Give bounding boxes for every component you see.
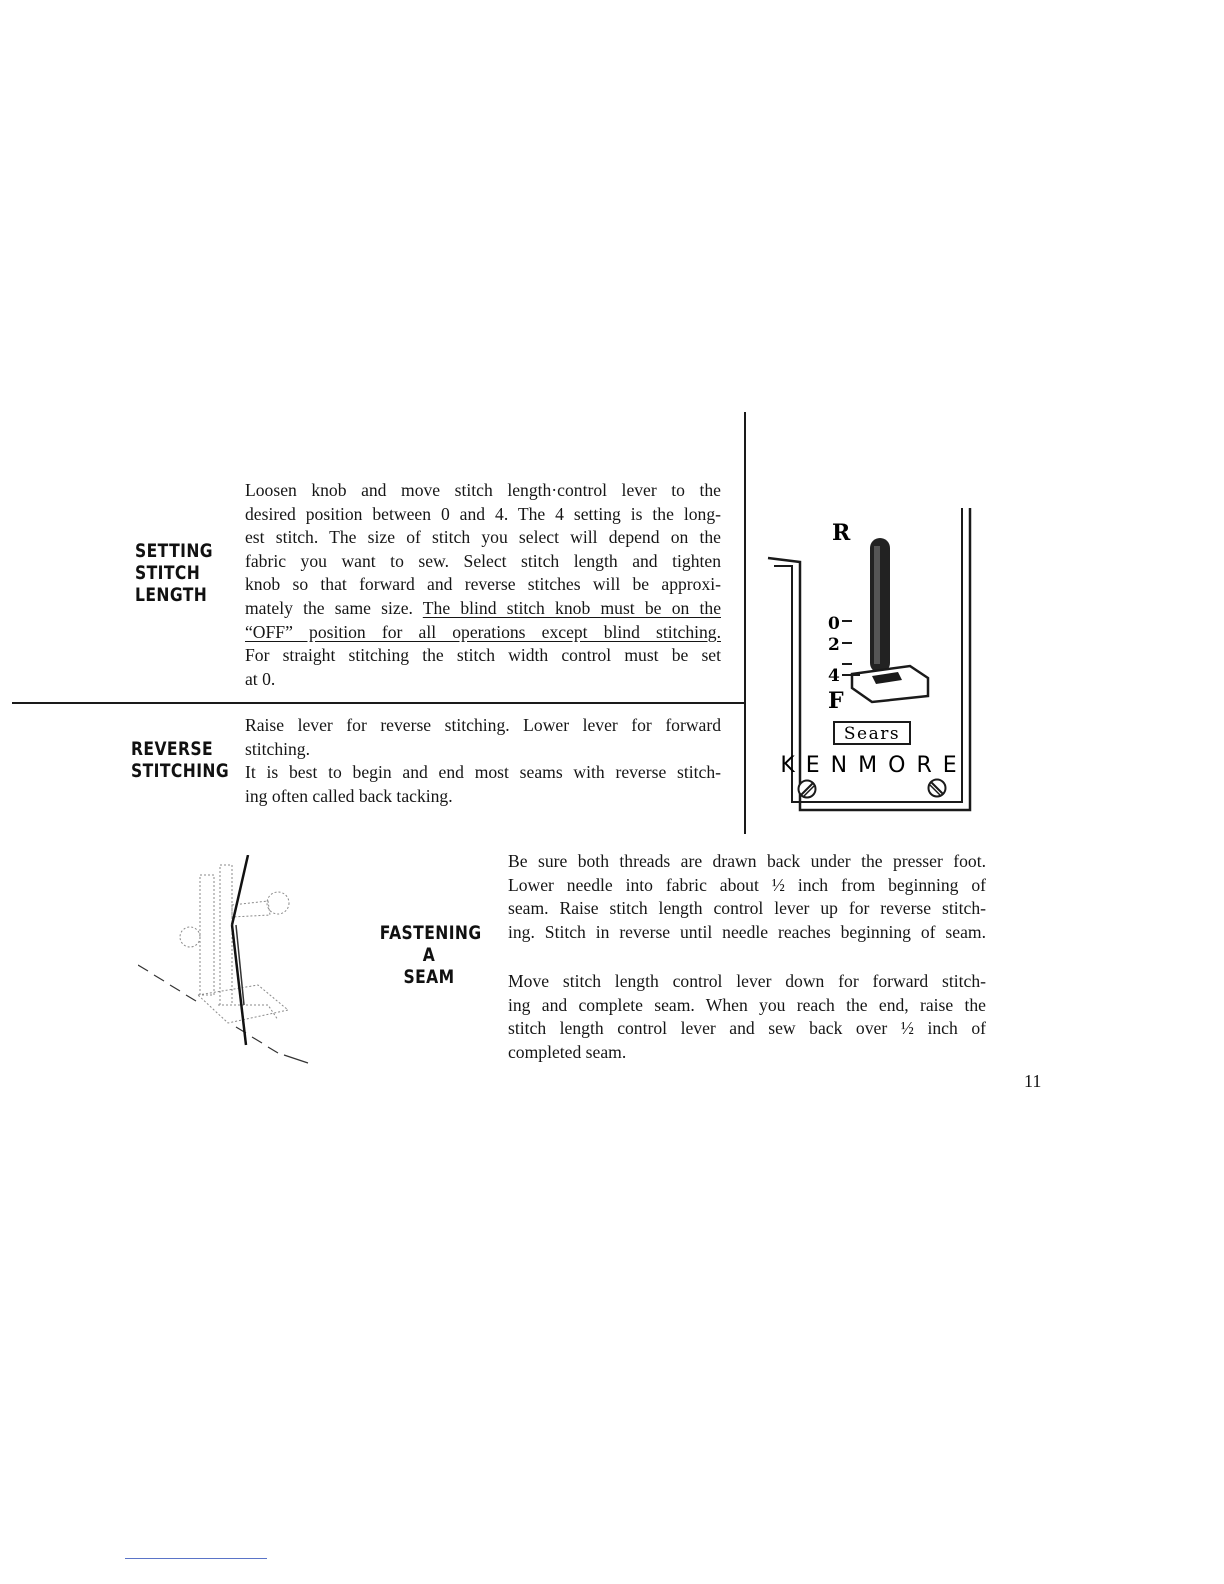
heading-line: A	[422, 944, 436, 966]
text-line: ing often called back tacking.	[245, 785, 453, 806]
text-fragment: mately the same size.	[245, 597, 423, 618]
section-divider	[12, 702, 746, 704]
heading-reverse-stitching	[131, 738, 229, 782]
text-line: stitching.	[245, 738, 310, 759]
heading-line: SEAM	[403, 966, 455, 988]
text-line: ing. Stitch in reverse until needle reaches beginning of seam.	[508, 921, 986, 942]
text-line: Be sure both threads are drawn back under the presser foot.	[508, 851, 986, 871]
column-divider	[744, 412, 746, 834]
heading-line: SETTING	[135, 540, 213, 562]
heading-line: FASTENING	[379, 922, 482, 944]
heading-line: REVERSE	[131, 738, 214, 760]
footer-rule	[125, 1558, 267, 1559]
fastening-a-seam-text-2	[508, 970, 986, 1064]
text-line: completed seam.	[508, 1041, 627, 1062]
lever-label-forward: F	[828, 688, 844, 714]
presser-foot-illustration-icon	[138, 855, 318, 1065]
reverse-stitching-text	[245, 714, 721, 808]
text-line: knob so that forward and reverse stitches will be approxi-	[245, 574, 721, 595]
text-line: For straight stitching the stitch width control must be set	[245, 645, 721, 666]
kenmore-brand: KENMORE	[780, 753, 968, 778]
text-line: Lower needle into fabric about ½ inch from beginning of	[508, 874, 986, 895]
text-line: fabric you want to sew. Select stitch length and tighten	[245, 550, 721, 571]
heading-line: STITCHING	[131, 760, 230, 782]
stitch-length-lever-figure	[760, 500, 990, 830]
underlined-note: The blind stitch knob must be on the	[422, 597, 721, 618]
heading-fastening-a-seam	[379, 922, 482, 988]
text-line	[245, 597, 721, 621]
text-line: It is best to begin and end most seams with reverse stitch-	[245, 762, 721, 783]
scale-mark-2: 2	[828, 635, 840, 655]
underlined-note: “OFF” position for all operations except blind stitching.	[245, 621, 721, 642]
heading-setting-stitch-length	[135, 540, 213, 606]
text-line: stitch length control lever and sew back over ½ inch of	[508, 1018, 986, 1039]
scale-mark-0: 0	[828, 614, 840, 634]
screw-icon	[799, 781, 816, 798]
heading-line: LENGTH	[135, 584, 208, 606]
sears-badge-text: Sears	[843, 724, 901, 744]
text-line: ing and complete seam. When you reach the end, raise the	[508, 994, 986, 1015]
setting-stitch-length-text	[245, 479, 721, 691]
text-line: est stitch. The size of stitch you select will depend on the	[245, 527, 721, 548]
lever-knob-icon	[852, 666, 928, 702]
text-line: Move stitch length control lever down for forward stitch-	[508, 971, 986, 991]
text-line: Raise lever for reverse stitching. Lower lever for forward	[245, 715, 721, 735]
text-line: at 0.	[245, 668, 276, 689]
text-line: seam. Raise stitch length control lever up for reverse stitch-	[508, 898, 986, 919]
lever-label-reverse: R	[832, 520, 851, 546]
heading-line: STITCH	[135, 562, 201, 584]
text-line: desired position between 0 and 4. The 4 setting is the long-	[245, 503, 721, 524]
fastening-a-seam-text	[508, 850, 986, 944]
scale-mark-4: 4	[828, 666, 840, 686]
screw-icon	[929, 780, 946, 797]
text-line: Loosen knob and move stitch length·control lever to the	[245, 480, 721, 500]
page-number: 11	[1024, 1071, 1042, 1091]
